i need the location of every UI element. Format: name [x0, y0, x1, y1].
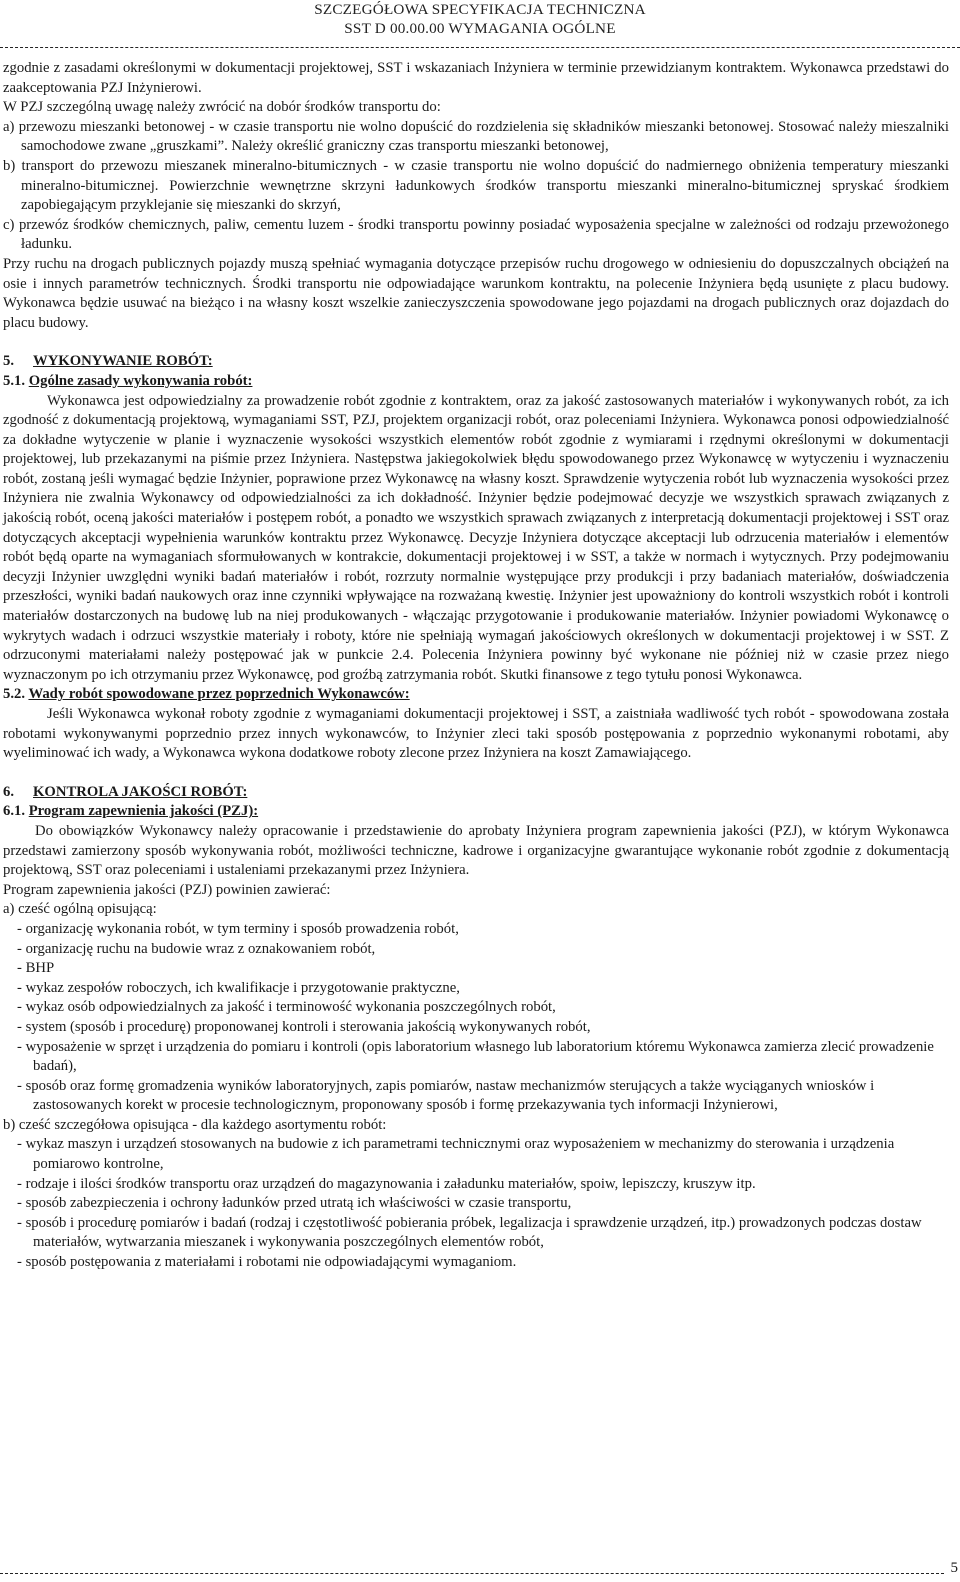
- subsection-title: Ogólne zasady wykonywania robót:: [28, 372, 253, 389]
- list-item: - wyposażenie w sprzęt i urządzenia do pomiaru i kontroli (opis laboratorium własnego lub laboratorium któremu Wykonawca zamierza zlecić prowadzenie badań),: [17, 1038, 934, 1075]
- list-item: - organizację ruchu na budowie wraz z oznakowaniem robót,: [17, 940, 376, 957]
- page-number: 5: [950, 1560, 958, 1576]
- paragraph: Wykonawca jest odpowiedzialny za prowadzenie robót zgodnie z kontraktem, oraz za jakość zastosowanych materiałów i wykonywanych robót, za ich zgodność z dokumentacją projektową, wymaganiami SST, PZJ, projektem organizacji robót, oraz poleceniami Inżyniera. Wykonawca ponosi odpowiedzialność za dokładne wytyczenie w planie i wyznaczenie wysokości wszystkich elementów robót zgodnie z wymiarami i rzędnymi określonymi w dokumentacji projektowej, lub przekazanymi na piśmie przez Inżyniera. Następstwa jakiegokolwiek błędu spowodowanego przez Wykonawcę w wytyczeniu i wyznaczeniu robót, zostaną jeśli wymagać będzie Inżynier, poprawione przez Wykonawcę na własny koszt. Sprawdzenie wytyczenia robót lub wyznaczenia wysokości przez Inżyniera nie zwalnia Wykonawcy od odpowiedzialności za ich dokładność. Inżynier będzie podejmować decyzje we wszystkich sprawach związanych z jakością robót, oceną jakości materiałów i postępem robót, a ponadto we wszystkich sprawach związanych z interpretacją dokumentacji projektowej i SST oraz dotyczących akceptacji wypełnienia warunków kontraktu przez Wykonawcę. Decyzje Inżyniera dotyczące akceptacji lub odrzucenia materiałów i elementów robót będą oparte na wymaganiach sformułowanych w kontrakcie, dokumentacji projektowej i w SST, a także w normach i wytycznych. Przy podejmowaniu decyzji Inżynier uwzględni wyniki badań materiałów i robót, rozrzuty normalnie występujące przy produkcji i przy badaniach materiałów, doświadczenia przeszłości, wyniki badań naukowych oraz inne czynniki wpływające na rozważaną kwestię. Inżynier jest upoważniony do kontroli wszystkich robót i kontroli materiałów dostarczonych na budowę lub na niej produkowanych - włączając przygotowanie i produkowanie materiałów. Inżynier powiadomi Wykonawcę o wykrytych wadach i odrzuci wszystkie materiały i roboty, które nie spełniają wymagań jakościowych określonych w dokumentacji projektowej i w SST. Z odrzuconymi materiałami należy postępować jak w punkcie 2.4. Polecenia Inżyniera powinny być wykonane nie później niż w czasie przez niego wyznaczonym po ich otrzymaniu przez Wykonawcę, pod groźbą zatrzymania robót. Skutki finansowe z tego tytułu ponosi Wykonawca.: [3, 392, 949, 683]
- list-item: - rodzaje i ilości środków transportu oraz urządzeń do magazynowania i załadunku materiałów, spoiw, lepiszczy, kruszyw itp.: [17, 1175, 756, 1192]
- section-heading-5: [3, 352, 949, 372]
- paragraph: Przy ruchu na drogach publicznych pojazdy muszą spełniać wymagania dotyczące przepisów ruchu drogowego w odniesieniu do dopuszczalnych obciążeń na osie i innych parametrów technicznych. Środki transportu nie odpowiadające warunkom kontraktu, na polecenie Inżyniera będą usunięte z placu budowy. Wykonawca będzie usuwać na bieżąco i na własny koszt wszelkie zanieczyszczenia spowodowane jego pojazdami na drogach publicznych oraz dojazdach do placu budowy.: [3, 255, 949, 331]
- section-title: KONTROLA JAKOŚCI ROBÓT:: [33, 783, 248, 800]
- footer-divider: [0, 1573, 944, 1574]
- spacer: [3, 333, 949, 352]
- header-subtitle: SST D 00.00.00 WYMAGANIA OGÓLNE: [344, 20, 616, 37]
- header-divider: [0, 47, 960, 48]
- list-item: - organizację wykonania robót, w tym terminy i sposób prowadzenia robót,: [17, 920, 459, 937]
- paragraph: Jeśli Wykonawca wykonał roboty zgodnie z wymaganiami dokumentacji projektowej i SST, a zaistniała wadliwość tych robót - spowodowana została robotami wykonywanymi poprzednio przez innych wykonawców, to Inżynier zleci taki sposób postępowania z poprzednio wykonanymi robotami, aby wyeliminować ich wady, a Wykonawca wykona dodatkowe roboty zlecone przez Inżyniera na koszt Zamawiającego.: [3, 706, 949, 762]
- list-item: c) przewóz środków chemicznych, paliw, cementu luzem - środki transportu powinny posiadać wyposażenia specjalne w zależności od rodzaju przewożonego ładunku.: [3, 216, 949, 253]
- subsection-title: Program zapewnienia jakości (PZJ):: [28, 803, 259, 820]
- section-title: WYKONYWANIE ROBÓT:: [33, 353, 213, 370]
- list-item: b) transport do przewozu mieszanek mineralno-bitumicznych - w czasie transportu nie wolno dopuścić do nadmiernego obniżenia temperatury mieszanki mineralno-bitumicznej. Powierzchnie wewnętrzne skrzyni ładunkowych środków transportu mieszanki mineralno-bitumicznej spryskać środkiem zapobiegającym przyklejanie się mieszanki do skrzyń,: [3, 157, 949, 214]
- list-item: - system (sposób i procedurę) proponowanej kontroli i sterowania jakością wykonywanych robót,: [17, 1018, 591, 1035]
- list-item: - sposób postępowania z materiałami i robotami nie odpowiadającymi wymaganiom.: [17, 1254, 517, 1271]
- list-item: - sposób i procedurę pomiarów i badań (rodzaj i częstotliwość pobierania próbek, legalizacja i sprawdzenie urządzeń, itp.) prowadzonych podczas dostaw materiałów, wytwarzania mieszanek i wykonywania poszczególnych elementów robót,: [17, 1214, 922, 1251]
- subsection-heading-6-1: [3, 802, 949, 822]
- subsection-heading-5-2: [3, 685, 949, 705]
- paragraph: zgodnie z zasadami określonymi w dokumentacji projektowej, SST i wskazaniach Inżyniera w terminie przewidzianym kontraktem. Wykonawca przedstawi do zaakceptowania PZJ Inżynierowi.: [3, 60, 949, 96]
- subsection-number: 5.2.: [3, 686, 26, 703]
- section-number: 5.: [3, 353, 15, 370]
- spacer: [3, 764, 949, 783]
- subsection-title: Wady robót spowodowane przez poprzednich Wykonawców:: [28, 686, 410, 703]
- list-heading: b) cześć szczegółowa opisująca - dla każdego asortymentu robót:: [3, 1116, 387, 1133]
- list-item: - wykaz osób odpowiedzialnych za jakość i terminowość wykonania poszczególnych robót,: [17, 999, 556, 1016]
- list-item: - wykaz maszyn i urządzeń stosowanych na budowie z ich parametrami technicznymi oraz wyposażeniem w mechanizmy do sterowania i urządzenia pomiarowo kontrolne,: [17, 1136, 895, 1173]
- paragraph: Do obowiązków Wykonawcy należy opracowanie i przedstawienie do aprobaty Inżyniera program zapewnienia jakości (PZJ), w którym Wykonawca przedstawi zamierzony sposób wykonywania robót, możliwości techniczne, kadrowe i organizacyjne gwarantujące wykonanie robót zgodnie z dokumentacją projektową, SST oraz poleceniami i ustaleniami przekazanymi przez Inżyniera.: [3, 822, 949, 879]
- subsection-number: 5.1.: [3, 372, 26, 389]
- subsection-heading-5-1: [3, 372, 949, 392]
- list-item: - wykaz zespołów roboczych, ich kwalifikacje i przygotowanie praktyczne,: [17, 979, 460, 996]
- list-item: a) przewozu mieszanki betonowej - w czasie transportu nie wolno dopuścić do rozdzielenia się składników mieszanki betonowej. Stosować należy mieszalniki samochodowe zwane „gruszkami”. Należy określić graniczny czas transportu mieszanki betonowej,: [3, 118, 949, 155]
- section-heading-6: [3, 783, 949, 803]
- list-item: - sposób oraz formę gromadzenia wyników laboratoryjnych, zapis pomiarów, nastaw mechanizmów sterujących a także wyciąganych wniosków i zastosowanych korekt w procesie technologicznym, proponowany sposób i formę przekazywania tych informacji Inżynierowi,: [17, 1077, 875, 1114]
- subsection-number: 6.1.: [3, 803, 26, 820]
- list-heading: a) cześć ogólną opisującą:: [3, 901, 157, 918]
- paragraph: Program zapewnienia jakości (PZJ) powinien zawierać:: [3, 881, 331, 898]
- section-number: 6.: [3, 783, 15, 800]
- paragraph: W PZJ szczególną uwagę należy zwrócić na dobór środków transportu do:: [3, 99, 441, 116]
- header-title: SZCZEGÓŁOWA SPECYFIKACJA TECHNICZNA: [314, 1, 646, 18]
- list-item: - BHP: [17, 960, 55, 977]
- list-item: - sposób zabezpieczenia i ochrony ładunków przed utratą ich właściwości w czasie transportu,: [17, 1195, 572, 1212]
- document-body: [3, 59, 949, 1273]
